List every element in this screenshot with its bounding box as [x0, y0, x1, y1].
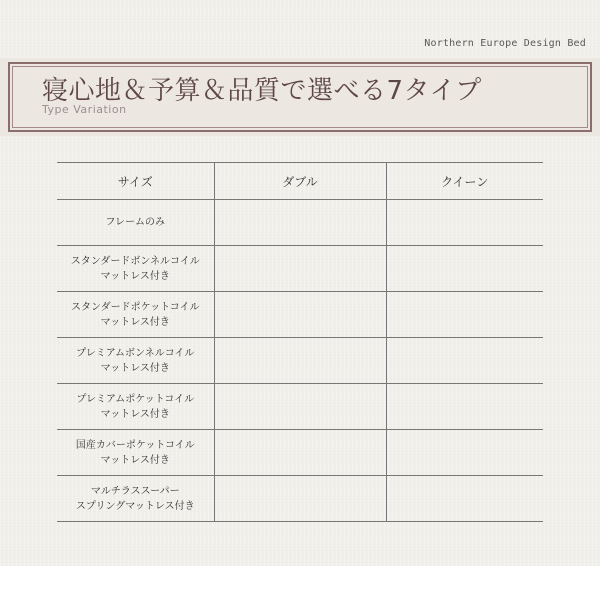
table-row [57, 200, 543, 246]
table-row [57, 476, 543, 522]
table-row [57, 384, 543, 430]
table-row [57, 246, 543, 292]
row-label [57, 200, 214, 246]
header-queen: クイーン [386, 163, 543, 200]
cell-queen [386, 246, 543, 292]
cell-double [214, 246, 386, 292]
row-label-line1: スタンダードポケットコイル [71, 301, 200, 313]
row-label [57, 338, 214, 384]
row-label-line2: マットレス付き [100, 362, 170, 374]
brand-label: Northern Europe Design Bed [424, 38, 586, 49]
table-row [57, 430, 543, 476]
row-label-line1: スタンダードボンネルコイル [70, 255, 200, 267]
page-subtitle: Type Variation [42, 103, 127, 116]
row-label-line2: スプリングマットレス付き [75, 500, 195, 512]
cell-double [214, 476, 386, 522]
cell-queen [386, 476, 543, 522]
cell-queen [386, 338, 543, 384]
cell-double [214, 384, 386, 430]
row-label-line2: マットレス付き [100, 270, 170, 282]
cell-queen [386, 430, 543, 476]
row-label-line1: マルチラススーパー [90, 485, 180, 497]
row-label-line1: 国産カバーポケットコイル [75, 439, 195, 451]
cell-double [214, 430, 386, 476]
cell-double [214, 338, 386, 384]
cell-double [214, 200, 386, 246]
variation-table [57, 162, 543, 522]
row-label [57, 476, 214, 522]
row-label [57, 430, 214, 476]
cell-queen [386, 384, 543, 430]
table-row [57, 292, 543, 338]
header-double: ダブル [214, 163, 386, 200]
row-label [57, 246, 214, 292]
row-label-line2: マットレス付き [100, 408, 170, 420]
cell-queen [386, 292, 543, 338]
row-label [57, 292, 214, 338]
row-label-line1: プレミアムポケットコイル [76, 393, 195, 405]
header-size: サイズ [57, 163, 214, 200]
table-header-row [57, 163, 543, 200]
table-row [57, 338, 543, 384]
cell-queen [386, 200, 543, 246]
row-label-line2: マットレス付き [100, 454, 170, 466]
row-label [57, 384, 214, 430]
cell-double [214, 292, 386, 338]
row-label-line2: マットレス付き [100, 316, 170, 328]
page-title: 寝心地＆予算＆品質で選べる7タイプ [42, 76, 482, 106]
row-label-line1: プレミアムボンネルコイル [76, 347, 195, 359]
row-label-line1: フレームのみ [105, 217, 166, 228]
